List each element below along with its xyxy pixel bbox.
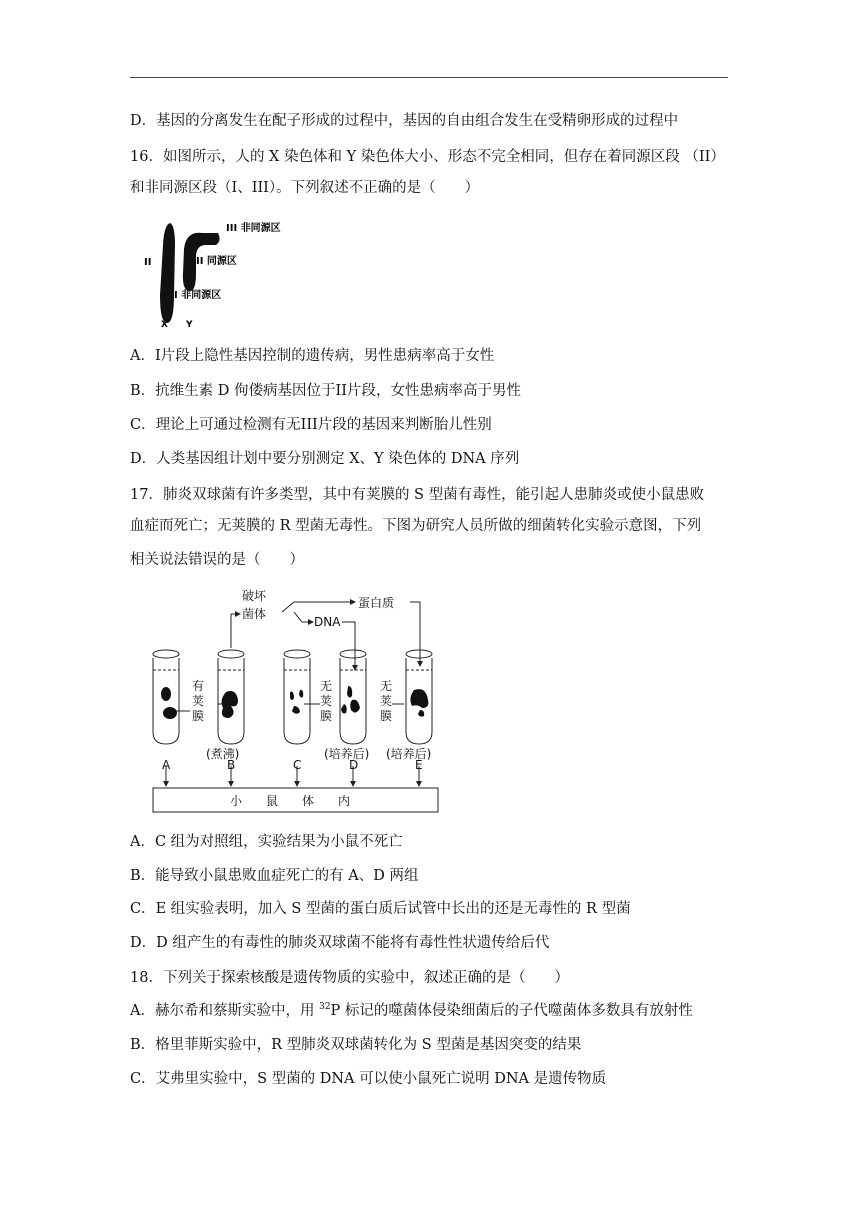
- flow-arrow-protein: [410, 602, 420, 666]
- option-18-b: B．格里菲斯实验中，R 型肺炎双球菌转化为 S 型菌是基因突变的结果: [130, 1037, 582, 1053]
- label-nocap-mo-1: 膜: [320, 709, 333, 723]
- label-nocap-jia-1: 荚: [320, 694, 333, 708]
- question-16-line-1: 16．如图所示，人的 X 染色体和 Y 染色体大小、形态不完全相同，但存在着同源区段 （II）: [130, 149, 725, 165]
- label-dna: DNA: [314, 615, 341, 629]
- label-cultured-2: (培养后): [386, 747, 432, 761]
- option-18-c: C．艾弗里实验中，S 型菌的 DNA 可以使小鼠死亡说明 DNA 是遗传物质: [130, 1071, 607, 1087]
- label-nocap-jia-2: 荚: [380, 694, 393, 708]
- group-label-c: C: [293, 758, 302, 772]
- option-18-a-pre: A．赫尔希和蔡斯实验中，用: [130, 1003, 320, 1019]
- group-label-b: B: [227, 758, 236, 772]
- option-16-d: D．人类基因组计划中要分别测定 X、Y 染色体的 DNA 序列: [130, 451, 520, 467]
- option-16-a: A．I片段上隐性基因控制的遗传病，男性患病率高于女性: [130, 348, 495, 364]
- label-ii-homologous: II 同源区: [196, 256, 237, 267]
- xy-chromosome-figure: [140, 215, 290, 333]
- option-16-c: C．理论上可通过检测有无III片段的基因来判断胎儿性别: [130, 417, 492, 433]
- question-17-line-2: 血症而死亡；无荚膜的 R 型菌无毒性。下图为研究人员所做的细菌转化实验示意图，下列: [130, 518, 702, 534]
- flow-arrow-dna: [342, 622, 355, 670]
- option-17-a: A．C 组为对照组，实验结果为小鼠不死亡: [130, 834, 403, 850]
- header-rule: [130, 77, 728, 78]
- option-18-a-post: P 标记的噬菌体侵染细菌后的子代噬菌体多数具有放射性: [330, 1003, 693, 1019]
- label-nocap-wu-2: 无: [380, 679, 393, 693]
- option-17-c: C．E 组实验表明，加入 S 型菌的蛋白质后试管中长出的还是无毒性的 R 型菌: [130, 901, 631, 917]
- flow-arrow-boiled: [231, 614, 240, 648]
- transformation-experiment-figure: [130, 586, 460, 822]
- label-boil: (煮沸): [206, 747, 240, 761]
- option-18-a: [130, 1001, 693, 1021]
- label-cell: 菌体: [242, 607, 267, 621]
- label-x: X: [161, 320, 168, 330]
- label-iii-nonhomologous: III 非同源区: [226, 223, 281, 234]
- option-16-b: B．抗维生素 D 佝偻病基因位于II片段，女性患病率高于男性: [130, 383, 521, 399]
- label-nocap-mo-2: 膜: [380, 709, 393, 723]
- mouse-label: 小 鼠 体 内: [230, 794, 351, 808]
- group-label-a: A: [162, 758, 171, 772]
- label-destroy: 破坏: [242, 589, 267, 603]
- group-label-d: D: [349, 758, 359, 772]
- label-y: Y: [186, 320, 193, 330]
- x-chromosome: [160, 223, 175, 323]
- label-protein: 蛋白质: [358, 596, 395, 610]
- test-tube-c: [284, 658, 310, 744]
- question-17-line-1: 17．肺炎双球菌有许多类型，其中有荚膜的 S 型菌有毒性，能引起人患肺炎或使小鼠患败: [130, 487, 705, 503]
- option-17-b: B．能导致小鼠患败血症死亡的有 A、D 两组: [130, 868, 419, 884]
- label-capsule-jia: 荚: [192, 694, 205, 708]
- isotope-superscript: 32: [319, 1002, 331, 1013]
- label-cultured-1: (培养后): [324, 747, 370, 761]
- label-left-ii: II: [144, 257, 152, 268]
- group-label-e: E: [415, 758, 423, 772]
- label-capsule-mo: 膜: [192, 709, 205, 723]
- question-16-line-2: 和非同源区段（I、III）。下列叙述不正确的是（ ）: [130, 180, 480, 196]
- label-nocap-wu-1: 无: [320, 679, 333, 693]
- option-15-d: D．基因的分离发生在配子形成的过程中，基因的自由组合发生在受精卵形成的过程中: [130, 113, 679, 129]
- label-i-nonhomologous: I 非同源区: [174, 290, 222, 301]
- label-capsule-you: 有: [192, 679, 205, 693]
- option-17-d: D．D 组产生的有毒性的肺炎双球菌不能将有毒性性状遗传给后代: [130, 935, 550, 951]
- question-18-line-1: 18．下列关于探索核酸是遗传物质的实验中，叙述正确的是（ ）: [130, 970, 569, 986]
- question-17-line-3: 相关说法错误的是（ ）: [130, 552, 304, 568]
